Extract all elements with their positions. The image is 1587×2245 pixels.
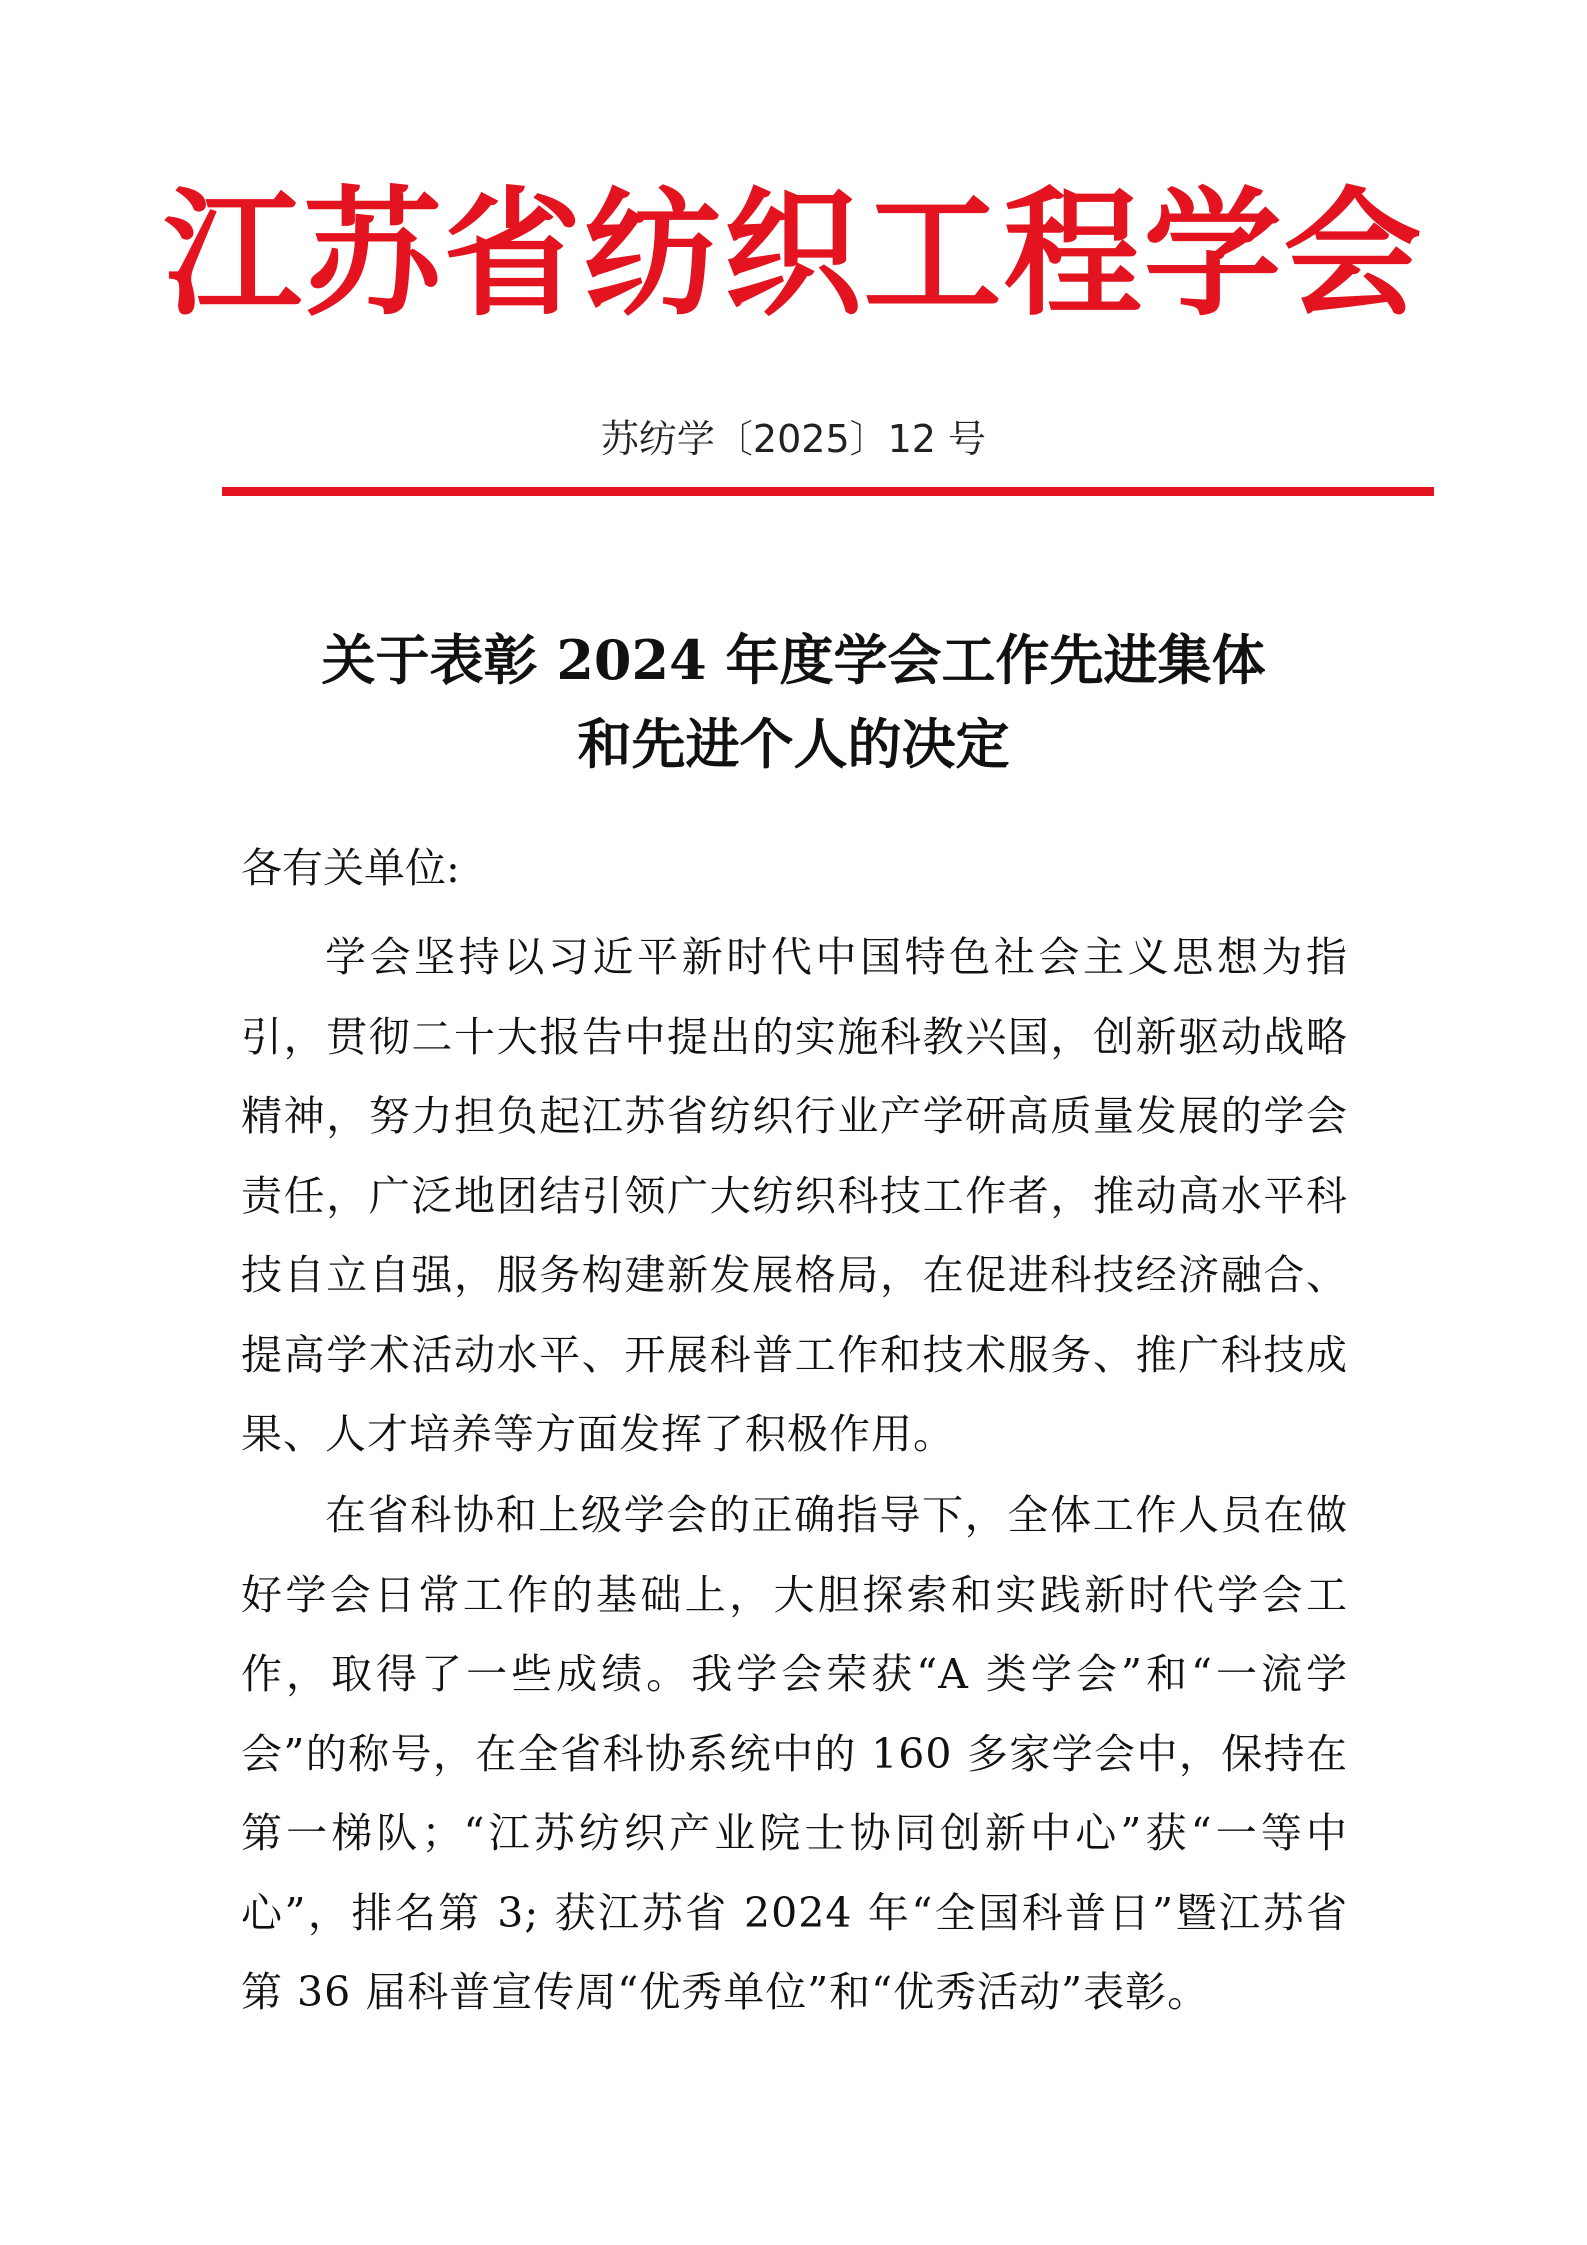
document-title bbox=[0, 618, 1587, 786]
document-number: 苏纺学〔2025〕12 号 bbox=[600, 417, 987, 461]
red-divider-line bbox=[222, 487, 1434, 496]
body-paragraph-2: 在省科协和上级学会的正确指导下，全体工作人员在做好学会日常工作的基础上，大胆探索和实践新时代学会工作，取得了一些成绩。我学会荣获“A 类学会”和“一流学会”的称号，在全省科协系统中的 160 多家学会中，保持在第一梯队；“江苏纺织产业院士协同创新中心”获“一等中心”，排名第 3; 获江苏省 2024 年“全国科普日”暨江苏省第 36 届科普宣传周“优秀单位”和“优秀活动”表彰。 bbox=[241, 1491, 1348, 2016]
organization-header: 江苏省纺织工程学会 bbox=[163, 172, 1424, 335]
body-paragraph-1: 学会坚持以习近平新时代中国特色社会主义思想为指引，贯彻二十大报告中提出的实施科教兴国，创新驱动战略精神，努力担负起江苏省纺织行业产学研高质量发展的学会责任，广泛地团结引领广大纺织科技工作者，推动高水平科技自立自强，服务构建新发展格局，在促进科技经济融合、提高学术活动水平、开展科普工作和技术服务、推广科技成果、人才培养等方面发挥了积极作用。 bbox=[241, 933, 1348, 1458]
document-title-line-2: 和先进个人的决定 bbox=[577, 712, 1010, 776]
document-title-line-1: 关于表彰 2024 年度学会工作先进集体 bbox=[321, 628, 1266, 692]
salutation: 各有关单位: bbox=[241, 844, 460, 892]
